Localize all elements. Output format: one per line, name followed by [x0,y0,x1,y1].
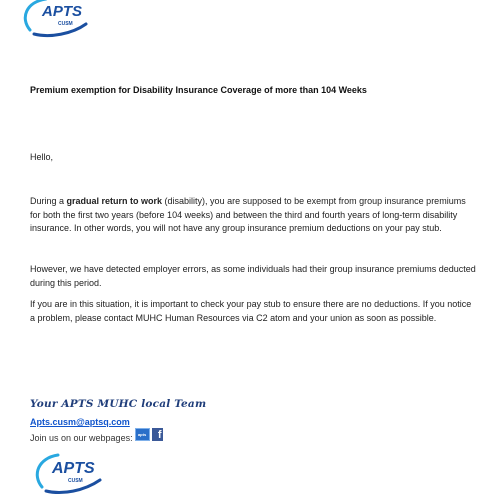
email-subject: Premium exemption for Disability Insurance Coverage of more than 104 Weeks [30,85,367,95]
signature-team: Your APTS MUHC local Team [30,398,207,410]
paragraph-employer-errors: However, we have detected employer errors, as some individuals had their group insurance premiums deducted during this period. [30,264,476,288]
svg-text:APTS: APTS [42,3,83,20]
svg-text:CUSM: CUSM [68,478,83,484]
email-link[interactable]: Apts.cusm@aptsq.com [30,417,130,427]
join-webpages [30,431,163,444]
apts-logo-top [20,0,94,38]
svg-text:CUSM: CUSM [58,21,73,27]
bold-gradual-return: gradual return to work [66,196,163,206]
svg-text:APTS: APTS [52,460,95,477]
join-label: Join us on our webpages: [30,432,133,443]
apts-web-icon[interactable]: apts [135,428,150,441]
apts-logo-bottom [30,451,108,495]
paragraph-gradual-return: During a gradual return to work (disability), you are supposed to be exempt from group insurance premiums for both the first two years (before 104 weeks) and between the third and fourth years of long-term disability insurance. In other words, you will not have any group insurance premium deductions on your pay stub. [30,196,466,233]
facebook-icon[interactable]: f [152,428,163,441]
paragraph-check-pay-stub: If you are in this situation, it is important to check your pay stub to ensure there are no deductions. If you notice a problem, please contact MUHC Human Resources via C2 atom and your union as soon as possible. [30,299,472,323]
greeting: Hello, [30,152,54,162]
